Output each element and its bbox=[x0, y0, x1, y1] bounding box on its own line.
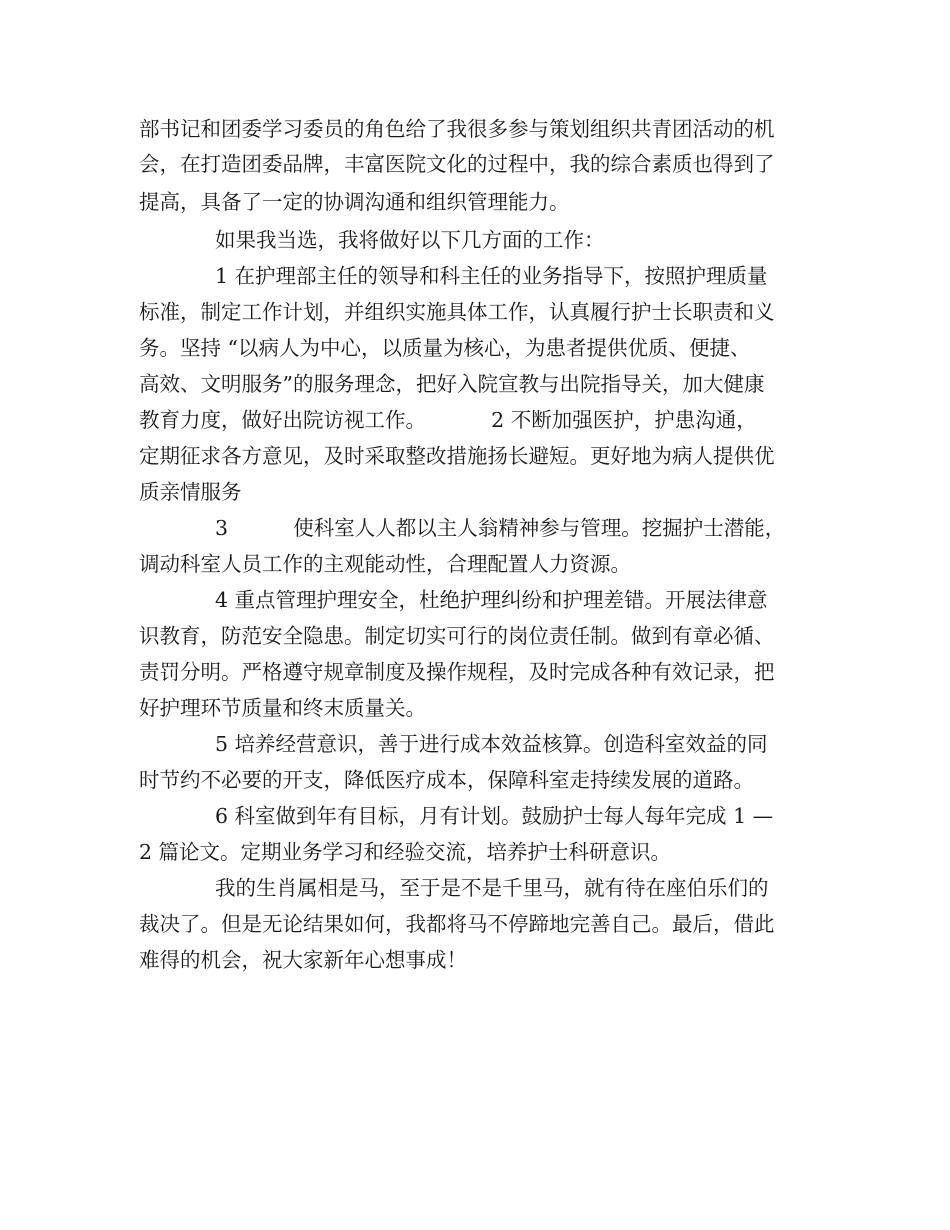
text-line: 定期征求各方意见，及时采取整改措施扬长避短。更好地为病人提供优 bbox=[139, 444, 775, 468]
text-line: 提高，具备了一定的协调沟通和组织管理能力。 bbox=[139, 190, 570, 214]
text-line: 教育力度，做好出院访视工作。 2 不断加强医护，护患沟通， bbox=[139, 408, 757, 432]
text-line: 如果我当选，我将做好以下几方面的工作： bbox=[215, 228, 605, 252]
text-line: 6 科室做到年有目标，月有计划。鼓励护士每人每年完成 1 — bbox=[215, 804, 774, 828]
text-line: 标准，制定工作计划，并组织实施具体工作，认真履行护士长职责和义 bbox=[139, 300, 775, 324]
text-line: 识教育，防范安全隐患。制定切实可行的岗位责任制。做到有章必循、 bbox=[139, 624, 775, 648]
text-line: 时节约不必要的开支，降低医疗成本，保障科室走持续发展的道路。 bbox=[139, 768, 754, 792]
text-line: 质亲情服务 bbox=[139, 480, 242, 504]
text-line: 调动科室人员工作的主观能动性，合理配置人力资源。 bbox=[139, 552, 631, 576]
text-line: 4 重点管理护理安全，杜绝护理纠纷和护理差错。开展法律意 bbox=[215, 588, 768, 612]
text-line: 会，在打造团委品牌，丰富医院文化的过程中，我的综合素质也得到了 bbox=[139, 152, 775, 176]
text-line: 难得的机会，祝大家新年心想事成！ bbox=[139, 948, 467, 972]
text-line: 1 在护理部主任的领导和科主任的业务指导下，按照护理质量 bbox=[215, 264, 768, 288]
text-line: 2 篇论文。定期业务学习和经验交流，培养护士科研意识。 bbox=[139, 840, 672, 864]
text-line: 部书记和团委学习委员的角色给了我很多参与策划组织共青团活动的机 bbox=[139, 117, 775, 141]
text-line: 5 培养经营意识，善于进行成本效益核算。创造科室效益的同 bbox=[215, 732, 768, 756]
text-line: 裁决了。但是无论结果如何，我都将马不停蹄地完善自己。最后，借此 bbox=[139, 912, 775, 936]
text-line: 高效、文明服务”的服务理念，把好入院宣教与出院指导关，加大健康 bbox=[139, 372, 765, 396]
text-line: 责罚分明。严格遵守规章制度及操作规程，及时完成各种有效记录，把 bbox=[139, 660, 775, 684]
text-line: 我的生肖属相是马，至于是不是千里马，就有待在座伯乐们的 bbox=[215, 876, 769, 900]
text-line: 务。坚持 “以病人为中心，以质量为核心，为患者提供优质、便捷、 bbox=[139, 336, 751, 360]
text-line: 好护理环节质量和终末质量关。 bbox=[139, 696, 426, 720]
text-line: 3 使科室人人都以主人翁精神参与管理。挖掘护士潜能， bbox=[215, 516, 786, 540]
